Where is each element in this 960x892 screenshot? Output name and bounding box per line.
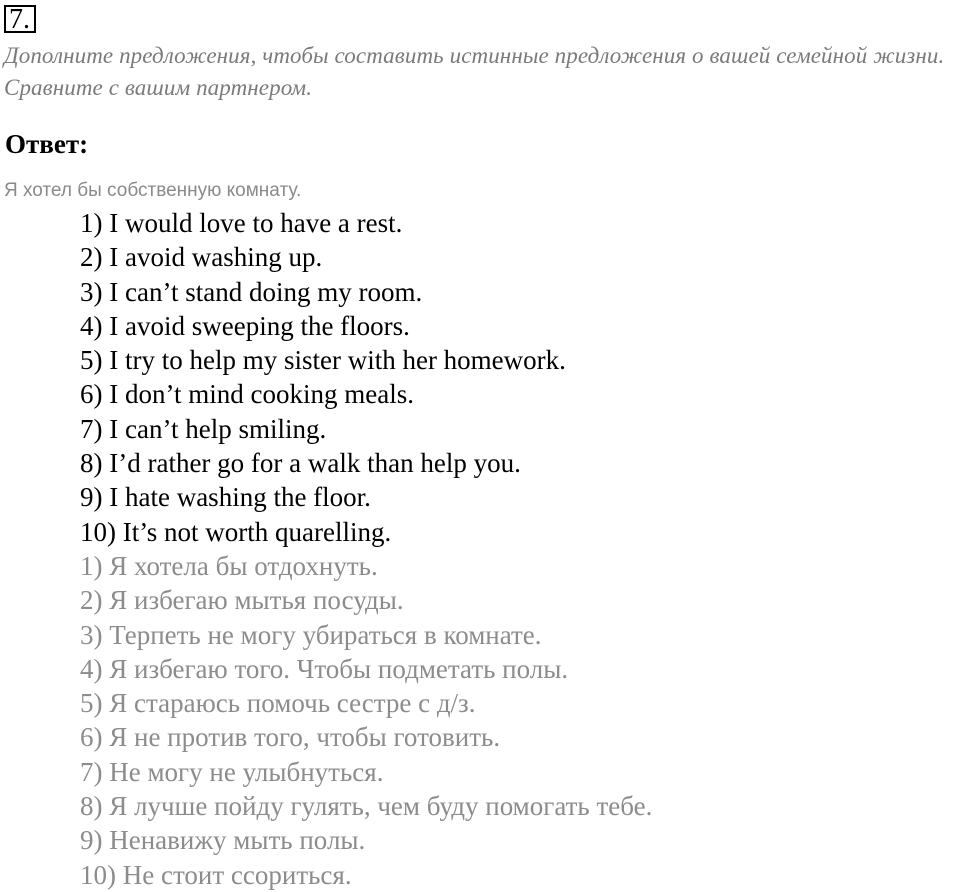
intro-translation: Я хотел бы собственную комнату. bbox=[4, 180, 302, 201]
task-number: 7. bbox=[4, 5, 36, 33]
english-sentence: 10) It’s not worth quarelling. bbox=[80, 516, 392, 547]
russian-sentence: 1) Я хотела бы отдохнуть. bbox=[80, 551, 378, 581]
russian-sentence: 10) Не стоит ссориться. bbox=[80, 859, 352, 890]
english-sentence: 9) I hate washing the floor. bbox=[80, 482, 371, 513]
english-sentence: 7) I can’t help smiling. bbox=[80, 413, 327, 444]
english-sentence: 8) I’d rather go for a walk than help you. bbox=[80, 448, 521, 479]
russian-sentence: 8) Я лучше пойду гулять, чем буду помогать тебе. bbox=[80, 791, 653, 822]
english-sentence: 2) I avoid washing up. bbox=[80, 242, 323, 273]
russian-sentence: 9) Ненавижу мыть полы. bbox=[80, 825, 366, 856]
answer-heading: Ответ: bbox=[5, 129, 89, 159]
russian-sentence: 2) Я избегаю мытья посуды. bbox=[80, 585, 404, 616]
english-sentence: 3) I can’t stand doing my room. bbox=[80, 276, 423, 307]
english-sentence: 5) I try to help my sister with her homework. bbox=[80, 345, 566, 376]
russian-sentence: 5) Я стараюсь помочь сестре с д/з. bbox=[80, 688, 476, 719]
english-sentence: 4) I avoid sweeping the floors. bbox=[80, 310, 410, 341]
russian-sentence: 6) Я не против того, чтобы готовить. bbox=[80, 722, 501, 753]
task-instruction: Дополните предложения, чтобы составить истинные предложения о вашей семейной жизни. Сравните с вашим партнером. bbox=[4, 43, 945, 100]
english-sentence-list bbox=[80, 206, 566, 549]
russian-sentence: 7) Не могу не улыбнуться. bbox=[80, 756, 384, 787]
english-sentence: 6) I don’t mind cooking meals. bbox=[80, 379, 414, 410]
russian-translation-list bbox=[80, 549, 652, 892]
russian-sentence: 4) Я избегаю того. Чтобы подметать полы. bbox=[80, 653, 569, 684]
russian-sentence: 3) Терпеть не могу убираться в комнате. bbox=[80, 619, 542, 650]
english-sentence: 1) I would love to have a rest. bbox=[80, 208, 403, 238]
